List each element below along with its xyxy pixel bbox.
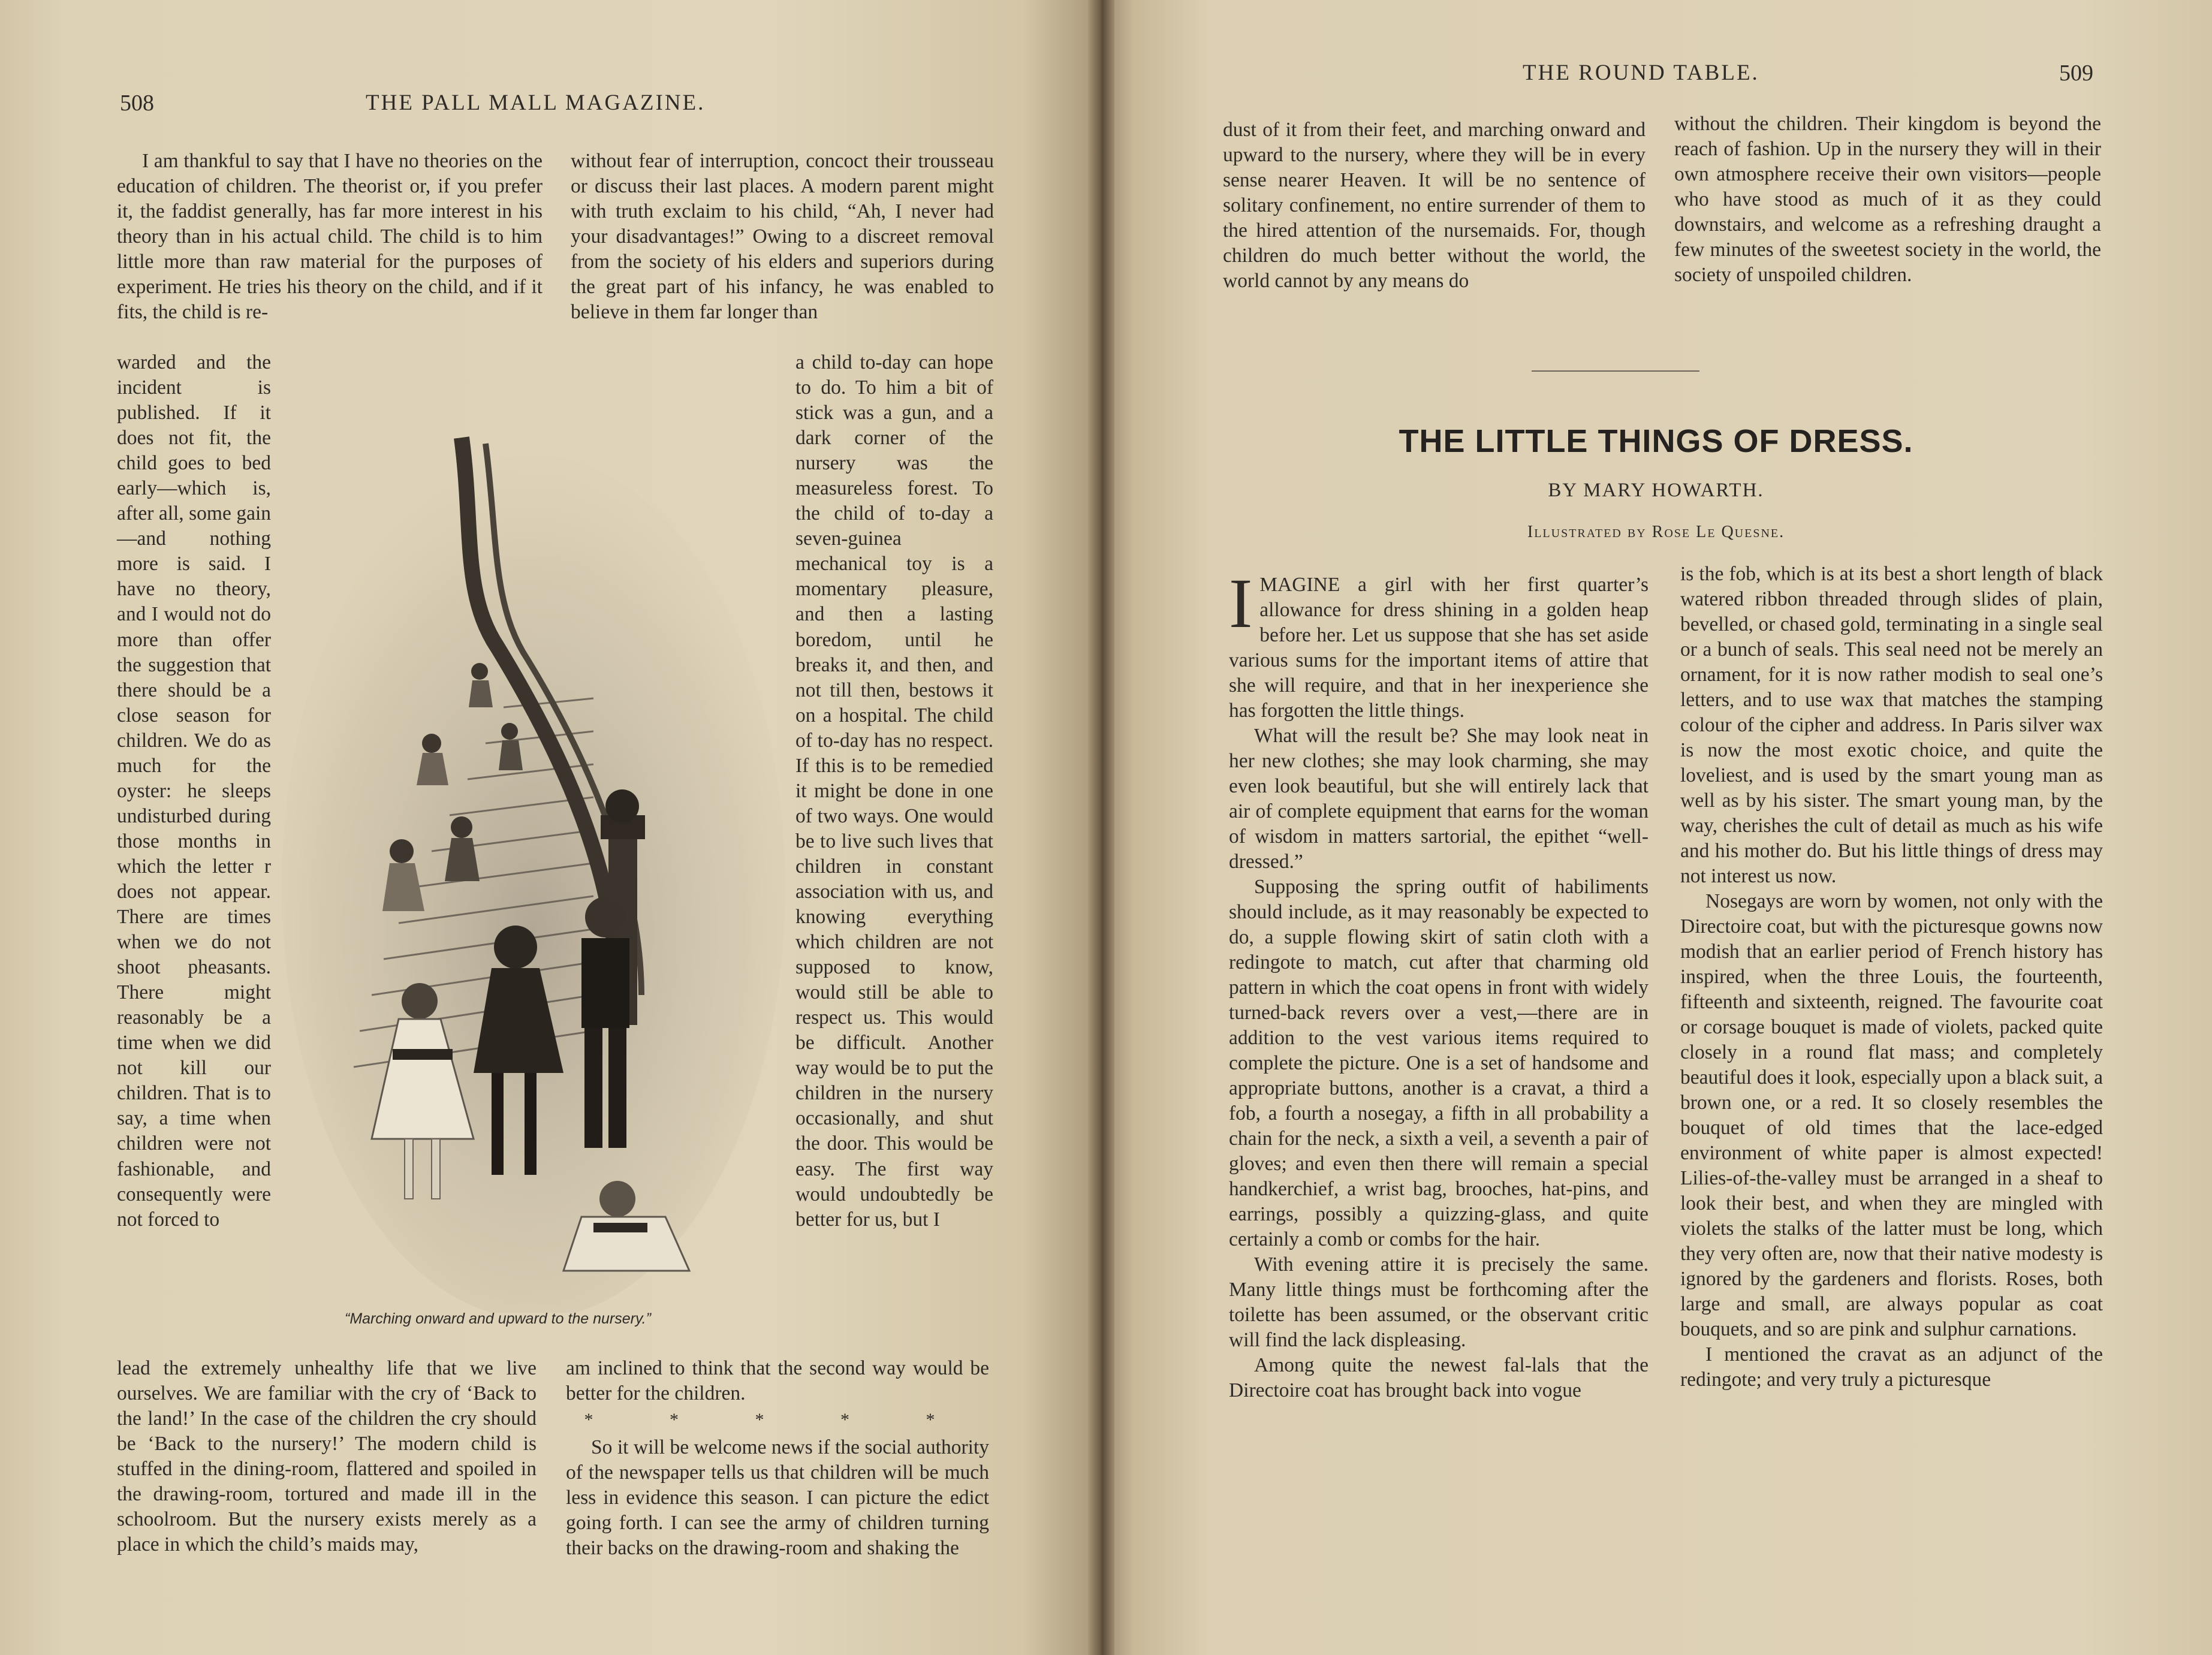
- left-col2-top: [571, 149, 994, 325]
- right-page: [1100, 0, 2212, 1655]
- paragraph: lead the extremely unhealthy life that we live ourselves. We are familiar with the cry of ‘Back to the land!’ In the case of the children the cry should be ‘Back to the nursery!’ The modern child is stuffed in the dining-room, flattered and spoiled in the drawing-room, tortured and made ill in the schoolroom. But the nursery exists merely as a place in which the child’s maids may,: [117, 1357, 537, 1555]
- running-head-right: THE ROUND TABLE.: [1523, 61, 1759, 85]
- paragraph: a child to-day can hope to do. To him a bit of stick was a gun, and a dark corner of the nursery was the measureless forest. To the child of to-day a seven-guinea mechanical toy is a momentary pleasure, and then a lasting boredom, until he breaks it, and then, and not till then, bestows it on a hospital. The child of to-day has no respect. If this is to be remedied it might be done in one of two ways. One would be to live such lives that children in constant association with us, and knowing everything which children are not supposed to know, would still be able to respect us. This would be difficult. Another way would be to put the children in the nursery occasionally, and shut the door. This would be easy. The first way would undoubtedly be better for us, but I: [795, 351, 993, 1231]
- running-head-left: THE PALL MALL MAGAZINE.: [366, 91, 706, 115]
- paragraph: Nosegays are worn by women, not only with the Directoire coat, but with the picturesque gowns now modish that an earlier period of French history has inspired, when the three Louis, the fourteenth, fifteenth and sixteenth, reigned. The favourite coat or corsage bouquet is made of violets, packed quite closely in a round flat mass; and completely beautiful does it look, especially upon a black suit, a brown one, or a red. It so closely resembles the bouquet of old times that the lace-edged environment of white paper is almost expected! Lilies-of-the-valley must be arranged in a sheaf to look their best, and when they are mingled with violets the stalks of the latter must be long, which they very often are, now that their native modesty is ignored by the gardeners and florists. Roses, both large and small, are always popular as coat bouquets, and so are pink and sulphur carnations.: [1680, 890, 2103, 1340]
- right-col2-body: [1680, 562, 2103, 1392]
- paragraph: dust of it from their feet, and marching onward and upward to the nursery, where they will be in every sense nearer Heaven. It will be no sentence of solitary confinement, no entire surrender of them to the hired attention of the nursemaids. For, though children do much better without the world, the world cannot by any means do: [1223, 119, 1646, 292]
- left-page: [0, 0, 1100, 1655]
- page-number-right: 509: [2059, 61, 2093, 86]
- section-break-stars: * * * * *: [584, 1410, 971, 1430]
- drop-cap: I: [1229, 564, 1253, 643]
- paragraph: So it will be welcome news if the social authority of the newspaper tells us that children will be much less in evidence this season. I can picture the edict going forth. I can see the army of children turning their backs on the drawing-room and shaking the: [566, 1436, 989, 1559]
- article-title: THE LITTLE THINGS OF DRESS.: [1399, 423, 1913, 459]
- left-col1-narrow: [117, 350, 271, 1232]
- paragraph: is the fob, which is at its best a short length of black watered ribbon threaded through slides of plain, bevelled, or chased gold, terminating in a single seal or a bunch of seals. This seal need not be merely an ornament, for it is now rather modish to seal one’s letters, and to use wax that matches the stamping colour of the cipher and address. In Paris silver wax is now the most exotic choice, and quite the loveliest, and is used by the smart young man as well as by his sister. The smart young man, by the way, cherishes the cult of detail as much as his wife and his mother do. But his little things of dress may not interest us now.: [1680, 563, 2103, 887]
- section-divider: [1532, 370, 1699, 372]
- illustrator-credit: Illustrated by Rose Le Quesne.: [1527, 523, 1785, 541]
- paragraph: Supposing the spring outfit of habiliments should include, as it may reasonably be expected to do, a supple flowing skirt of satin cloth with a redingote to match, cut after that charming old pattern in which the coat opens in front with widely turned-back revers over a vest,—there are in addition to the vest various items required to complete the picture. One is a set of handsome and appropriate buttons, another is a cravat, a third a fob, a fourth a nosegay, a fifth in all probability a chain for the neck, a sixth a veil, a seventh a pair of gloves; and even then there will remain a special handkerchief, a wrist bag, brooches, hat-pins, and earrings, possibly a quizzing-glass, and quite certainly a comb or combs for the hair.: [1229, 876, 1649, 1250]
- paragraph: without the children. Their kingdom is beyond the reach of fashion. Up in the nursery they will in their own atmosphere receive their own visitors—people who have stood as much of it as they could downstairs, and welcome as a refreshing draught a few minutes of the sweetest society in the world, the society of unspoiled children.: [1674, 113, 2101, 286]
- left-col2-bottom: [566, 1356, 989, 1561]
- left-col1-bottom: [117, 1356, 537, 1557]
- left-col1-top: [117, 149, 543, 325]
- right-col1-top: [1223, 117, 1646, 294]
- paragraph: I am thankful to say that I have no theories on the education of children. The theorist or, if you prefer it, the faddist generally, has far more interest in his theory than in his actual child. The child is to him little more than raw material for the purposes of experiment. He tries his theory on the child, and if it fits, the child is re-: [117, 150, 543, 323]
- paragraph: without fear of interruption, concoct their trousseau or discuss their last places. A modern parent might with truth exclaim to his child, “Ah, I never had your disadvantages!” Owing to a discreet removal from the society of his elders and superiors during the great part of his infancy, he was enabled to believe in them far longer than: [571, 150, 994, 323]
- book-gutter: [1088, 0, 1114, 1655]
- paragraph: am inclined to think that the second way would be better for the children.: [566, 1357, 989, 1404]
- paragraph: Among quite the newest fal-lals that the Directoire coat has brought back into vogue: [1229, 1354, 1649, 1401]
- page-number-left: 508: [120, 91, 154, 116]
- nursery-stairs-illustration: [282, 396, 785, 1313]
- paragraph: With evening attire it is precisely the same. Many little things must be forthcoming after the toilette has been assumed, or the observant critic will find the lack displeasing.: [1229, 1253, 1649, 1351]
- paragraph: MAGINE a girl with her first quarter’s allowance for dress shining in a golden heap before her. Let us suppose that she has set aside various sums for the important items of attire that she will require, and that in her inexperience she has forgotten the little things.: [1229, 574, 1649, 722]
- paragraph: warded and the incident is published. If it does not fit, the child goes to bed early—which is, after all, some gain—and nothing more is said. I have no theory, and I would not do more than offer the suggestion that there should be a close season for children. We do as much for the oyster: he sleeps undisturbed during those months in which the letter r does not appear. There are times when we do not shoot pheasants. There might reasonably be a time when we did not kill our children. That is to say, a time when children were not fashionable, and consequently were not forced to: [117, 351, 271, 1231]
- left-col2-narrow: [795, 350, 993, 1232]
- right-col2-top: [1674, 111, 2101, 288]
- illustration-caption: “Marching onward and upward to the nursery.”: [345, 1310, 651, 1327]
- paragraph: What will the result be? She may look neat in her new clothes; she may look charming, she may even look beautiful, but she will entirely lack that air of complete equipment that earns for the woman of wisdom in matters sartorial, the epithet “well-dressed.”: [1229, 725, 1649, 873]
- article-byline: BY MARY HOWARTH.: [1548, 480, 1764, 501]
- right-col1-body: [1229, 564, 1649, 1403]
- paragraph: I mentioned the cravat as an adjunct of the redingote; and very truly a picturesque: [1680, 1343, 2103, 1391]
